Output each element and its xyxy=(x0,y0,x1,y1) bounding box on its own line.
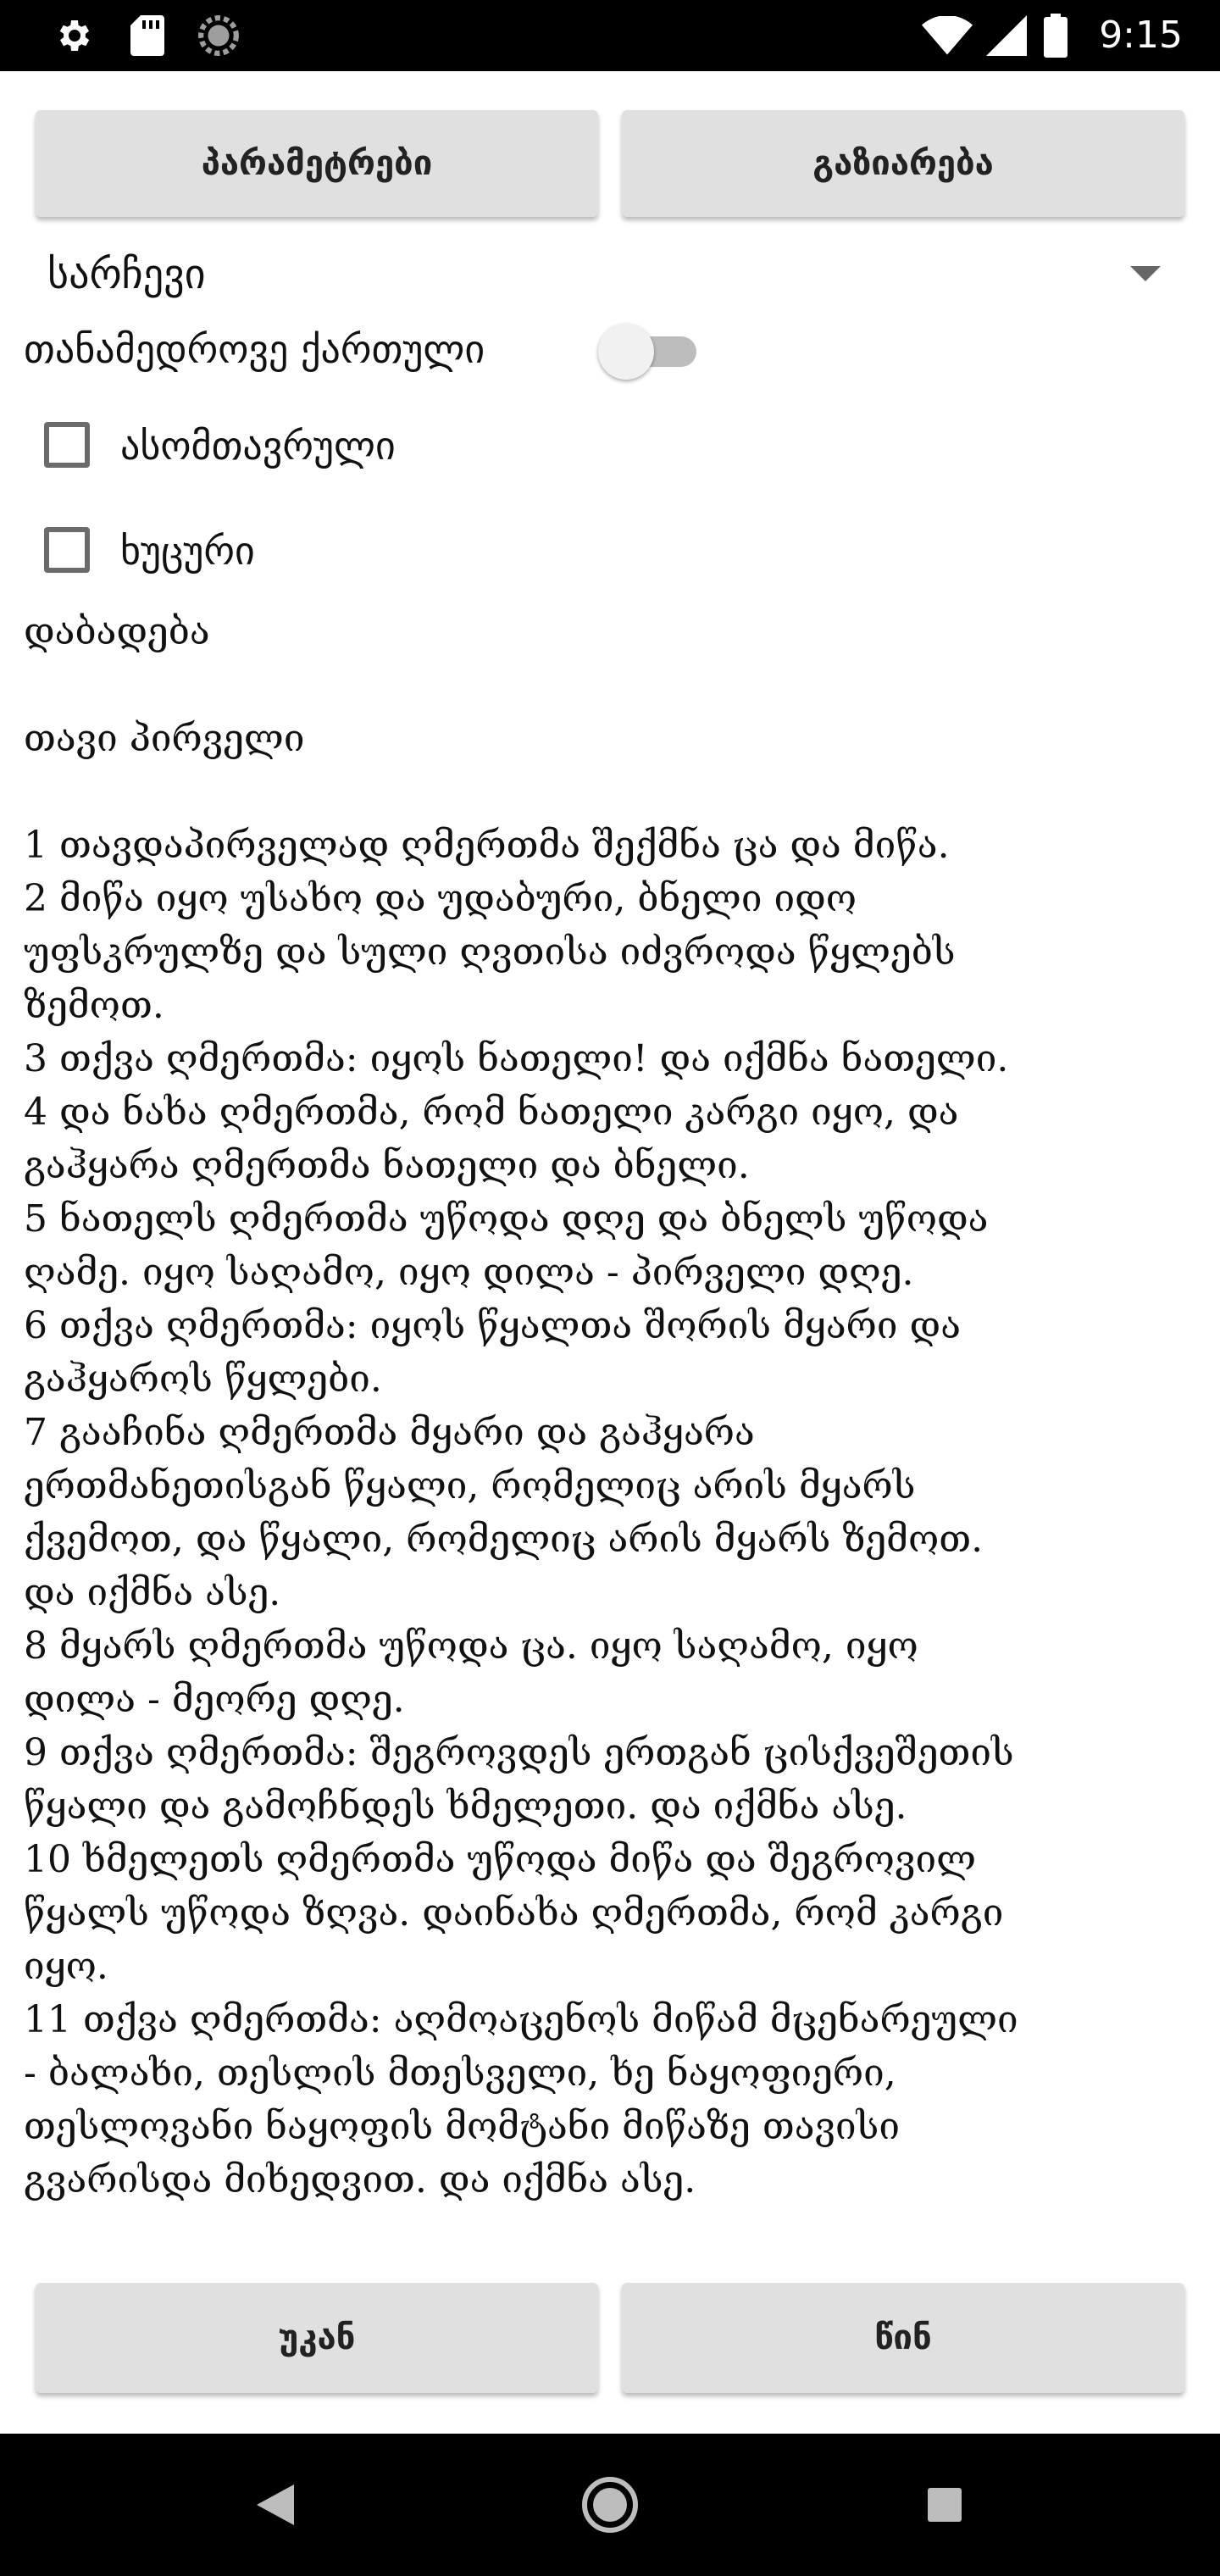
contents-spinner[interactable] xyxy=(24,242,1193,307)
wifi-icon xyxy=(920,0,974,71)
text-line: 6 თქვა ღმერთმა: იყოს წყალთა შორის მყარი და xyxy=(24,1304,961,1347)
settings-button[interactable]: პარამეტრები xyxy=(36,110,598,217)
text-line: წყალს უწოდა ზღვა. დაინახა ღმერთმა, რომ კარგი xyxy=(24,1891,1004,1935)
signal-icon xyxy=(983,0,1030,71)
text-line: თესლოვანი ნაყოფის მომტანი მიწაზე თავისი xyxy=(24,2105,900,2148)
khutsuri-label: ხუცური xyxy=(120,528,255,574)
text-line: ღამე. იყო საღამო, იყო დილა - პირველი დღე. xyxy=(24,1251,914,1294)
text-line xyxy=(24,658,1201,712)
text-line xyxy=(24,765,1201,819)
scripture-text[interactable] xyxy=(24,605,1201,2218)
text-line: უფსკრულზე და სული ღვთისა იძვროდა წყლებს xyxy=(24,930,956,974)
modern-georgian-label: თანამედროვე ქართული xyxy=(24,326,485,372)
text-line: - ბალახი, თესლის მთესველი, ხე ნაყოფიერი, xyxy=(24,2051,896,2095)
battery-icon xyxy=(1039,0,1073,71)
asomtavruli-checkbox[interactable] xyxy=(44,422,90,468)
text-line: დილა - მეორე დღე. xyxy=(24,1678,405,1721)
text-line: გვარისდა მიხედვით. და იქმნა ასე. xyxy=(24,2158,696,2201)
asomtavruli-label: ასომთავრული xyxy=(120,423,396,469)
text-line: დაბადება xyxy=(24,610,210,653)
khutsuri-checkbox[interactable] xyxy=(44,527,90,573)
clock: 9:15 xyxy=(1099,14,1183,57)
recents-icon[interactable] xyxy=(907,2434,983,2576)
asomtavruli-checkbox-row[interactable] xyxy=(44,414,807,481)
text-line: 3 თქვა ღმერთმა: იყოს ნათელი! და იქმნა ნათელი. xyxy=(24,1037,1009,1080)
status-bar xyxy=(0,0,1220,71)
text-line: წყალი და გამოჩნდეს ხმელეთი. და იქმნა ასე. xyxy=(24,1785,907,1828)
khutsuri-checkbox-row[interactable] xyxy=(44,519,807,586)
forward-button[interactable]: წინ xyxy=(622,2283,1184,2393)
text-line: გაჰყარა ღმერთმა ნათელი და ბნელი. xyxy=(24,1144,750,1187)
text-line: 10 ხმელეთს ღმერთმა უწოდა მიწა და შეგროვილ xyxy=(24,1838,977,1881)
text-line: ერთმანეთისგან წყალი, რომელიც არის მყარს xyxy=(24,1464,916,1507)
back-icon[interactable] xyxy=(237,2434,313,2576)
share-button[interactable]: გაზიარება xyxy=(622,110,1184,217)
text-line: 5 ნათელს ღმერთმა უწოდა დღე და ბნელს უწოდა xyxy=(24,1197,989,1241)
text-line: 11 თქვა ღმერთმა: აღმოაცენოს მიწამ მცენარეული xyxy=(24,1998,1018,2041)
text-line: 9 თქვა ღმერთმა: შეგროვდეს ერთგან ცისქვეშეთის xyxy=(24,1731,1014,1774)
text-line: იყო. xyxy=(24,1945,108,1988)
text-line: 1 თავდაპირველად ღმერთმა შექმნა ცა და მიწა. xyxy=(24,824,950,867)
text-line: 7 გააჩინა ღმერთმა მყარი და გაჰყარა xyxy=(24,1411,755,1454)
modern-georgian-row xyxy=(24,315,871,383)
text-line: გაჰყაროს წყლები. xyxy=(24,1357,382,1401)
navigation-bar xyxy=(0,2434,1220,2576)
text-line: ქვემოთ, და წყალი, რომელიც არის მყარს ზემოთ. xyxy=(24,1518,984,1561)
text-line: 4 და ნახა ღმერთმა, რომ ნათელი კარგი იყო, და xyxy=(24,1091,959,1134)
sd-card-icon xyxy=(127,0,168,71)
text-line: 2 მიწა იყო უსახო და უდაბური, ბნელი იდო xyxy=(24,877,857,920)
text-line: 8 მყარს ღმერთმა უწოდა ცა. იყო საღამო, იყო xyxy=(24,1624,918,1668)
text-line: ზემოთ. xyxy=(24,984,164,1027)
loading-icon xyxy=(195,0,242,71)
text-line: თავი პირველი xyxy=(24,717,305,760)
home-icon[interactable] xyxy=(572,2434,648,2576)
spinner-selected-value: სარჩევი xyxy=(47,251,206,298)
gear-icon xyxy=(49,0,97,71)
dropdown-arrow-icon xyxy=(1130,266,1161,281)
modern-georgian-switch-thumb[interactable] xyxy=(598,324,654,380)
text-line: და იქმნა ასე. xyxy=(24,1571,281,1614)
back-button[interactable]: უკან xyxy=(36,2283,598,2393)
